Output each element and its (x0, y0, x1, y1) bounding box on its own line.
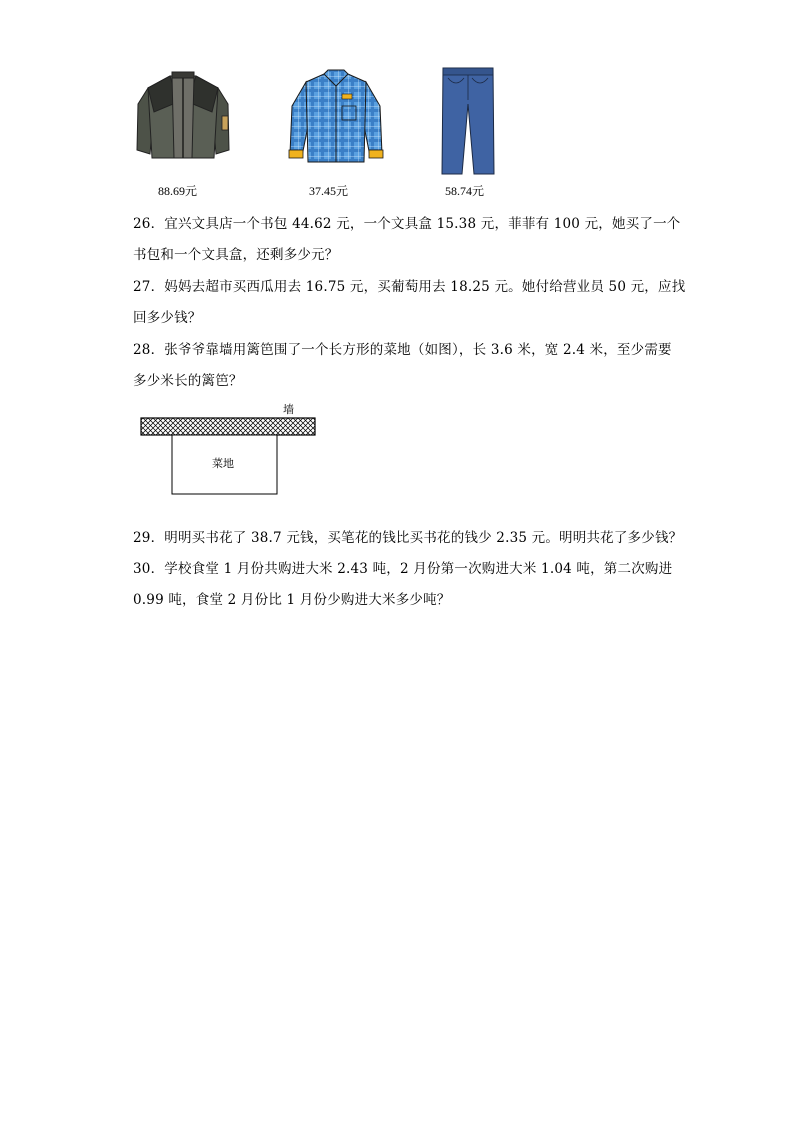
field-label: 菜地 (212, 457, 234, 470)
jeans-icon (440, 64, 496, 176)
price-jeans: 58.74元 (445, 184, 485, 198)
question-27-line-2: 回多少钱？ (133, 310, 202, 326)
question-28-line-1: 28．张爷爷靠墙用篱笆围了一个长方形的菜地（如图），长 3.6 米，宽 2.4 米，至少需要 (133, 342, 672, 358)
question-30-line-2: 0.99 吨，食堂 2 月份比 1 月份少购进大米多少吨？ (133, 592, 451, 608)
wall-label: 墙 (283, 403, 294, 416)
question-27-line-1: 27．妈妈去超市买西瓜用去 16.75 元，买葡萄用去 18.25 元。她付给营业员 50 元，应找 (133, 279, 686, 295)
jeans-picture (440, 64, 496, 176)
question-29-line-1: 29．明明买书花了 38.7 元钱，买笔花的钱比买书花的钱少 2.35 元。明明共花了多少钱？ (133, 530, 683, 546)
question-26-line-1: 26．宜兴文具店一个书包 44.62 元，一个文具盒 15.38 元，菲菲有 100 元，她买了一个 (133, 216, 681, 232)
question-26-line-2: 书包和一个文具盒，还剩多少元？ (133, 247, 339, 263)
plaid-shirt-icon (288, 66, 384, 166)
jacket-picture (134, 66, 232, 166)
price-shirt: 37.45元 (309, 184, 349, 198)
question-30-line-1: 30．学校食堂 1 月份共购进大米 2.43 吨，2 月份第一次购进大米 1.04 吨，第二次购进 (133, 561, 673, 577)
shirt-picture (288, 66, 384, 166)
price-jacket: 88.69元 (158, 184, 198, 198)
question-28-line-2: 多少米长的篱笆？ (133, 373, 243, 389)
jacket-icon (134, 66, 232, 166)
wall-shape (141, 418, 315, 435)
